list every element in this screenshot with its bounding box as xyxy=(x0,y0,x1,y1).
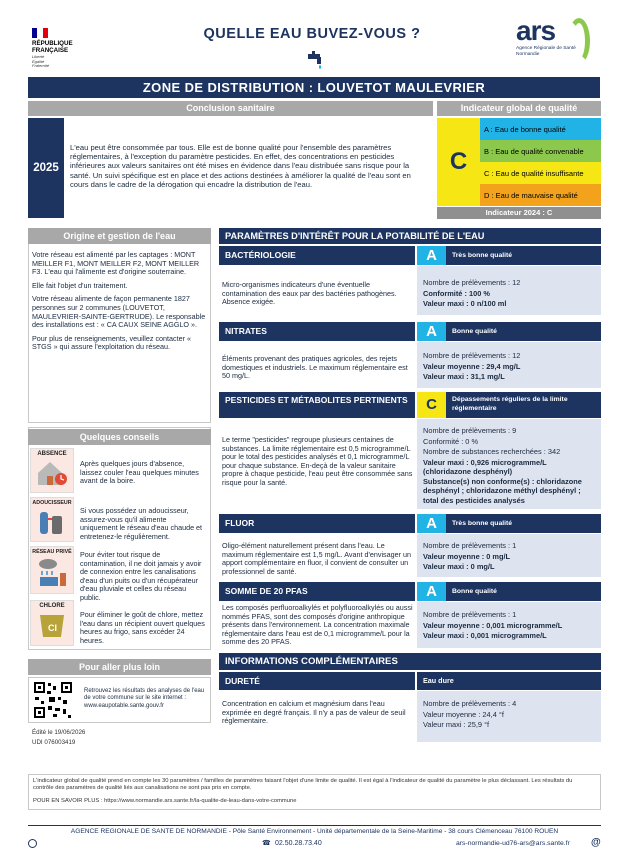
param-bacteriologie-desc: Micro-organismes indicateurs d'une éventuelle contamination des eaux par des bactéries pathogènes. Absence exigée. xyxy=(222,280,397,307)
param-pfas-label: Bonne qualité xyxy=(446,582,601,601)
durete-desc: Concentration en calcium et magnésium dans l'eau exprimée en degré français. Il n'y a pas de valeur de seuil réglementaire. xyxy=(222,699,406,726)
footer-divider xyxy=(28,825,601,826)
chlore-icon: CHLORE Cl xyxy=(30,600,74,646)
durete-title: DURETÉ xyxy=(219,672,415,690)
param-nitrates-label: Bonne qualité xyxy=(446,322,601,341)
param-fluor-title: FLUOR xyxy=(219,514,415,533)
republique-logo xyxy=(32,28,92,69)
indicator-2024: Indicateur 2024 : C xyxy=(437,207,601,219)
param-fluor-stats: Nombre de prélèvements : 1 Valeur moyenne : 0 mg/L Valeur maxi : 0 mg/L xyxy=(417,534,601,577)
qr-code-icon[interactable] xyxy=(33,681,73,719)
conclusion-year: 2025 xyxy=(28,118,64,218)
param-nitrates-title: NITRATES xyxy=(219,322,415,341)
param-pesticides-grade: C xyxy=(417,392,446,418)
republique-text: RÉPUBLIQUE FRANÇAISE xyxy=(32,40,73,54)
param-pfas-grade: A xyxy=(417,582,446,601)
durete-stats: Nombre de prélèvements : 4 Valeur moyenne : 24,4 °f Valeur maxi : 25,9 °f xyxy=(417,691,601,742)
ars-logo: ars Agence Régionale de Santé Normandie xyxy=(516,16,596,72)
phone-icon: ☎ xyxy=(262,840,271,847)
conseil-reseau-prive-text: Pour éviter tout risque de contamination, il ne doit jamais y avoir de connexion entre les canalisations d'eau d'un puits ou d'un récupérateur d'eau pluviale et celles du réseau public. xyxy=(80,550,202,602)
absence-icon: ABSENCE xyxy=(30,448,74,493)
tap-icon xyxy=(306,50,326,70)
conclusion-text: L'eau peut être consommée par tous. Elle est de bonne qualité pour l'ensemble des paramètres réglementaires, à l'exception du paramètre pesticides. En effet, des concentrations en pesticides inférieures aux valeurs sanitaires ont été mises en évidence dans l'eau distribuée sans risque pour la santé. Un suivi spécifique est en place et des actions destinées à améliorer la qualité de l'eau sont en cours dans le cadre de la dérogation qui encadre la distribution de l'eau. xyxy=(70,143,411,189)
at-icon: @ xyxy=(591,837,601,848)
zone-title: ZONE DE DISTRIBUTION : LOUVETOT MAULEVRIER xyxy=(28,77,600,98)
adoucisseur-icon: ADOUCISSEUR xyxy=(30,497,74,542)
param-fluor-desc: Oligo-élément naturellement présent dans l'eau. Le maximum réglementaire est 1,5 mg/L. Avant d'envisager un apport complémentaire en fluor, il convient de consulter un professionnel de santé. xyxy=(222,541,412,576)
params-heading: PARAMÈTRES D'INTÉRÊT POUR LA POTABILITÉ DE L'EAU xyxy=(219,228,601,244)
plus-loin-text[interactable]: Retrouvez les résultats des analyses de l'eau de votre commune sur le site internet : www.eaupotable.sante.gouv.fr xyxy=(84,688,205,709)
param-fluor-grade: A xyxy=(417,514,446,533)
plus-loin-heading: Pour aller plus loin xyxy=(28,659,211,675)
conseil-adoucisseur-text: Si vous possédez un adoucisseur, assurez-vous qu'il alimente uniquement le réseau d'eau chaude et entretenez-le régulièrement. xyxy=(80,506,203,541)
footer-address: AGENCE REGIONALE DE SANTE DE NORMANDIE - Pôle Santé Environnement - Unité départementale de la Seine-Maritime - 38 cours Clémenceau 76100 ROUEN xyxy=(70,828,559,835)
footer-phone[interactable]: 02.50.28.73.40 xyxy=(275,840,322,847)
param-bacteriologie-stats: Nombre de prélèvements : 12 Conformité : 100 % Valeur maxi : 0 n/100 ml xyxy=(417,266,601,315)
footer-email[interactable]: ars-normandie-ud76-ars@ars.sante.fr xyxy=(456,840,570,847)
devise: Liberté Égalité Fraternité xyxy=(32,54,50,68)
param-pfas-desc: Les composés perfluoroalkylés et polyfluoroalkylés ou aussi nommés PFAS, sont des composés d'origine anthropique présents dans l'environnement. La concentration maximale réglementaire dans l'eau est de 0,1 microgramme/L pour la somme des 20 PFAS. xyxy=(222,603,413,647)
edited-date: Édité le 19/06/2026 xyxy=(32,729,86,736)
origine-text: Votre réseau est alimenté par les captages : MONT MEILLER F1, MONT MEILLER F2, MONT MEILLER F3. L'eau qui l'alimente est d'origine souterraine. Elle fait l'objet d'un traitement. Votre réseau alimente de façon permanente 1827 personnes sur 2 communes (LOUVETOT, MAULEVRIER-SAINTE-GERTRUDE). Le responsable des installations est : « CA CAUX SEINE AGGLO ». Pour plus de renseignements, veuillez contacter « STGS » qui assure l'exploitation du réseau. xyxy=(32,250,206,352)
param-nitrates-desc: Éléments provenant des pratiques agricoles, des rejets domestiques et industriels. Le maximum réglementaire est 50 mg/L. xyxy=(222,354,408,381)
param-nitrates-stats: Nombre de prélèvements : 12 Valeur moyenne : 29,4 mg/L Valeur maxi : 31,1 mg/L xyxy=(417,342,601,388)
footer-link[interactable]: POUR EN SAVOIR PLUS : https://www.normandie.ars.sante.fr/la-qualite-de-leau-dans-votre-commune xyxy=(33,798,297,804)
indicator-grade: C xyxy=(437,118,480,206)
footer-note: L'indicateur global de qualité prend en compte les 30 paramètres / familles de paramètres faisant l'objet d'une limite de qualité. Il est égal à l'indicateur de qualité du paramètre le plus déclassant. Les résultats du contrôle des paramètres de qualité liés aux canalisations ne sont pas pris en compte. xyxy=(33,778,573,791)
param-pesticides-title: PESTICIDES ET MÉTABOLITES PERTINENTS xyxy=(219,392,415,418)
param-nitrates-grade: A xyxy=(417,322,446,341)
param-bacteriologie-title: BACTÉRIOLOGIE xyxy=(219,246,415,265)
indicator-level-d: D : Eau de mauvaise qualité xyxy=(480,184,601,206)
param-pfas-stats: Nombre de prélèvements : 1 Valeur moyenne : 0,001 microgramme/L Valeur maxi : 0,001 microgramme/L xyxy=(417,602,601,648)
globe-icon xyxy=(28,839,37,848)
indicator-level-a: A : Eau de bonne qualité xyxy=(480,118,601,140)
param-pfas-title: SOMME DE 20 PFAS xyxy=(219,582,415,601)
conseil-chlore-text: Pour éliminer le goût de chlore, mettez l'eau dans un récipient ouvert quelques heures au frigo, sans excéder 24 heures. xyxy=(80,610,205,645)
param-bacteriologie-grade: A xyxy=(417,246,446,265)
param-bacteriologie-label: Très bonne qualité xyxy=(446,246,601,265)
indicator-level-c: C : Eau de qualité insuffisante xyxy=(480,162,601,184)
conseil-absence-text: Après quelques jours d'absence, laissez couler l'eau quelques minutes avant de la boire. xyxy=(80,459,199,486)
indicator-level-b: B : Eau de qualité convenable xyxy=(480,140,601,162)
page-title: QUELLE EAU BUVEZ-VOUS ? xyxy=(203,26,421,42)
conseils-heading: Quelques conseils xyxy=(28,429,211,445)
udi-code: UDI 076003419 xyxy=(32,739,76,746)
info-heading: INFORMATIONS COMPLÉMENTAIRES xyxy=(219,653,601,670)
param-pesticides-desc: Le terme "pesticides" regroupe plusieurs centaines de substances. La limite réglementaire est 0,5 microgramme/L pour le total des pesticides analysés et 0,1 microgramme/L pour chaque substance. En-deçà de la valeur sanitaire propre à chaque pesticide, l'eau peut être consommée sans risque pour la santé. xyxy=(222,435,413,487)
durete-label: Eau dure xyxy=(417,672,601,690)
param-pesticides-stats: Nombre de prélèvements : 9 Conformité : 0 % Nombre de substances recherchées : 342 Valeur maxi : 0,926 microgramme/L (chloridazone desphényl) Substance(s) non conforme(s) : chloridazone desphényl ; chloridazone méthyl desphényl ; total des pesticides analysés xyxy=(417,419,601,509)
flag-icon xyxy=(32,28,48,38)
indicator-heading: Indicateur global de qualité xyxy=(437,101,601,116)
svg-text:Cl: Cl xyxy=(48,623,57,633)
origine-heading: Origine et gestion de l'eau xyxy=(28,228,211,244)
param-fluor-label: Très bonne qualité xyxy=(446,514,601,533)
conclusion-heading: Conclusion sanitaire xyxy=(28,101,433,116)
reseau-prive-icon: RÉSEAU PRIVÉ xyxy=(30,546,74,594)
param-pesticides-label: Dépassements réguliers de la limite réglementaire xyxy=(446,392,601,418)
